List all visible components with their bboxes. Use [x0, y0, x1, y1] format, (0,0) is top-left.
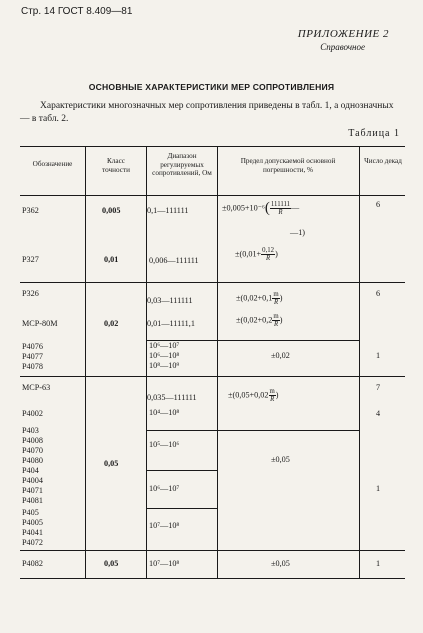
row-name-r362: Р362 [22, 206, 39, 215]
row-limit-r327: ±(0,01+ $\frac{0,12}{R}$ ) [235, 247, 278, 262]
row-name-r4041: Р4041 [22, 528, 43, 537]
row-name-r4077: Р4077 [22, 352, 43, 361]
row-name-r326: Р326 [22, 289, 39, 298]
row-class-r327: 0,01 [104, 255, 119, 264]
row-limit-r362-line2: —1) [290, 228, 306, 237]
column-rule [217, 146, 218, 578]
row-name-r327: Р327 [22, 255, 39, 264]
row-name-r403: Р403 [22, 426, 39, 435]
row-decades-group005: 1 [376, 484, 381, 493]
section-title: ОСНОВНЫЕ ХАРАКТЕРИСТИКИ МЕР СОПРОТИВЛЕНИЯ [88, 82, 335, 92]
row-name-r4080: Р4080 [22, 456, 43, 465]
row-limit-r4082: ±0,05 [271, 559, 290, 568]
intro-paragraph: Характеристики многозначных мер сопротивления приведены в табл. 1, а однозначных — в табл. 2. [20, 101, 394, 124]
row-decades-r4082: 1 [376, 559, 381, 568]
column-rule [359, 146, 360, 578]
row-limit-msr80m: ±(0,02+0,2 $\frac{m}{R}$ ) [236, 313, 283, 328]
table-caption: Таблица 1 [348, 128, 400, 139]
row-range-msr63: 0,035—111111 [147, 393, 197, 402]
row-limit-group005: ±0,05 [271, 455, 290, 464]
row-name-r4071: Р4071 [22, 486, 43, 495]
row-range-r4002: 10⁴—10⁸ [149, 408, 180, 417]
row-range-group005-b: 10⁶—10⁷ [149, 484, 180, 493]
row-range-group005-c: 10⁷—10⁸ [149, 521, 180, 530]
row-name-r4076: Р4076 [22, 342, 43, 351]
row-decades-r362: 6 [376, 200, 381, 209]
row-name-r4005: Р4005 [22, 518, 43, 527]
row-decades-msr63: 7 [376, 383, 381, 392]
row-range-r4078: 10⁸—10⁹ [149, 361, 180, 370]
row-name-r4070: Р4070 [22, 446, 43, 455]
row-name-r4072: Р4072 [22, 538, 43, 547]
header-range: Диапазон регулируемых сопротивлений, Ом [152, 152, 212, 177]
row-limit-r362: ±0,005+10⁻⁶( $\frac{111111}{R}$ — [222, 200, 300, 216]
row-divider [20, 282, 405, 283]
row-range-r362: 0,1—111111 [147, 206, 189, 215]
row-range-r4082: 10⁷—10⁸ [149, 559, 180, 568]
table-top-rule [20, 146, 405, 147]
column-rule [85, 146, 86, 578]
row-divider [146, 430, 359, 431]
header-accuracy-class: Класс точности [102, 157, 130, 174]
row-name-r404: Р404 [22, 466, 39, 475]
row-range-msr80m: 0,01—11111,1 [147, 319, 195, 328]
header-designation: Обозначение [32, 160, 73, 168]
row-range-group005-a: 10⁵—10⁶ [149, 440, 180, 449]
row-range-r326: 0,03—111111 [147, 296, 193, 305]
row-divider [20, 376, 405, 377]
row-decades-r4002: 4 [376, 409, 381, 418]
row-decades-r326: 6 [376, 289, 381, 298]
table-bottom-rule [20, 578, 405, 579]
table-header-rule [20, 195, 405, 196]
row-divider [146, 470, 217, 471]
appendix-subtitle: Справочное [320, 42, 365, 52]
row-name-msr80m: МСР-80М [22, 319, 58, 328]
row-class-r4082: 0,05 [104, 559, 119, 568]
row-range-r327: 0,006—111111 [149, 256, 199, 265]
row-range-r4077: 10⁶—10⁸ [149, 351, 180, 360]
row-name-r4081: Р4081 [22, 496, 43, 505]
row-name-r4002: Р4002 [22, 409, 43, 418]
row-limit-msr63: ±(0,05+0,02 $\frac{m}{R}$ ) [228, 388, 279, 403]
row-class-group005: 0,05 [104, 459, 119, 468]
appendix-title: ПРИЛОЖЕНИЕ 2 [297, 28, 389, 40]
row-name-msr63: МСР-63 [22, 383, 51, 392]
row-name-r4078: Р4078 [22, 362, 43, 371]
row-name-r4082: Р4082 [22, 559, 43, 568]
row-divider [146, 508, 217, 509]
row-divider [20, 550, 405, 551]
row-class-msr80m: 0,02 [104, 319, 119, 328]
row-limit-r326: ±(0,02+0,1 $\frac{m}{R}$ ) [236, 291, 283, 306]
header-decades: Число декад [364, 157, 402, 165]
header-limit: Предел допускаемой основной погрешности, % [240, 157, 336, 174]
row-range-r4076: 10⁶—10⁷ [149, 341, 180, 350]
page-header: Стр. 14 ГОСТ 8.409—81 [21, 6, 133, 17]
row-name-r4008: Р4008 [22, 436, 43, 445]
row-name-r405: Р405 [22, 508, 39, 517]
row-decades-r4076: 1 [376, 351, 381, 360]
row-limit-r4076: ±0,02 [271, 351, 290, 360]
row-name-r4004: Р4004 [22, 476, 43, 485]
row-class-r362: 0,005 [102, 206, 121, 215]
